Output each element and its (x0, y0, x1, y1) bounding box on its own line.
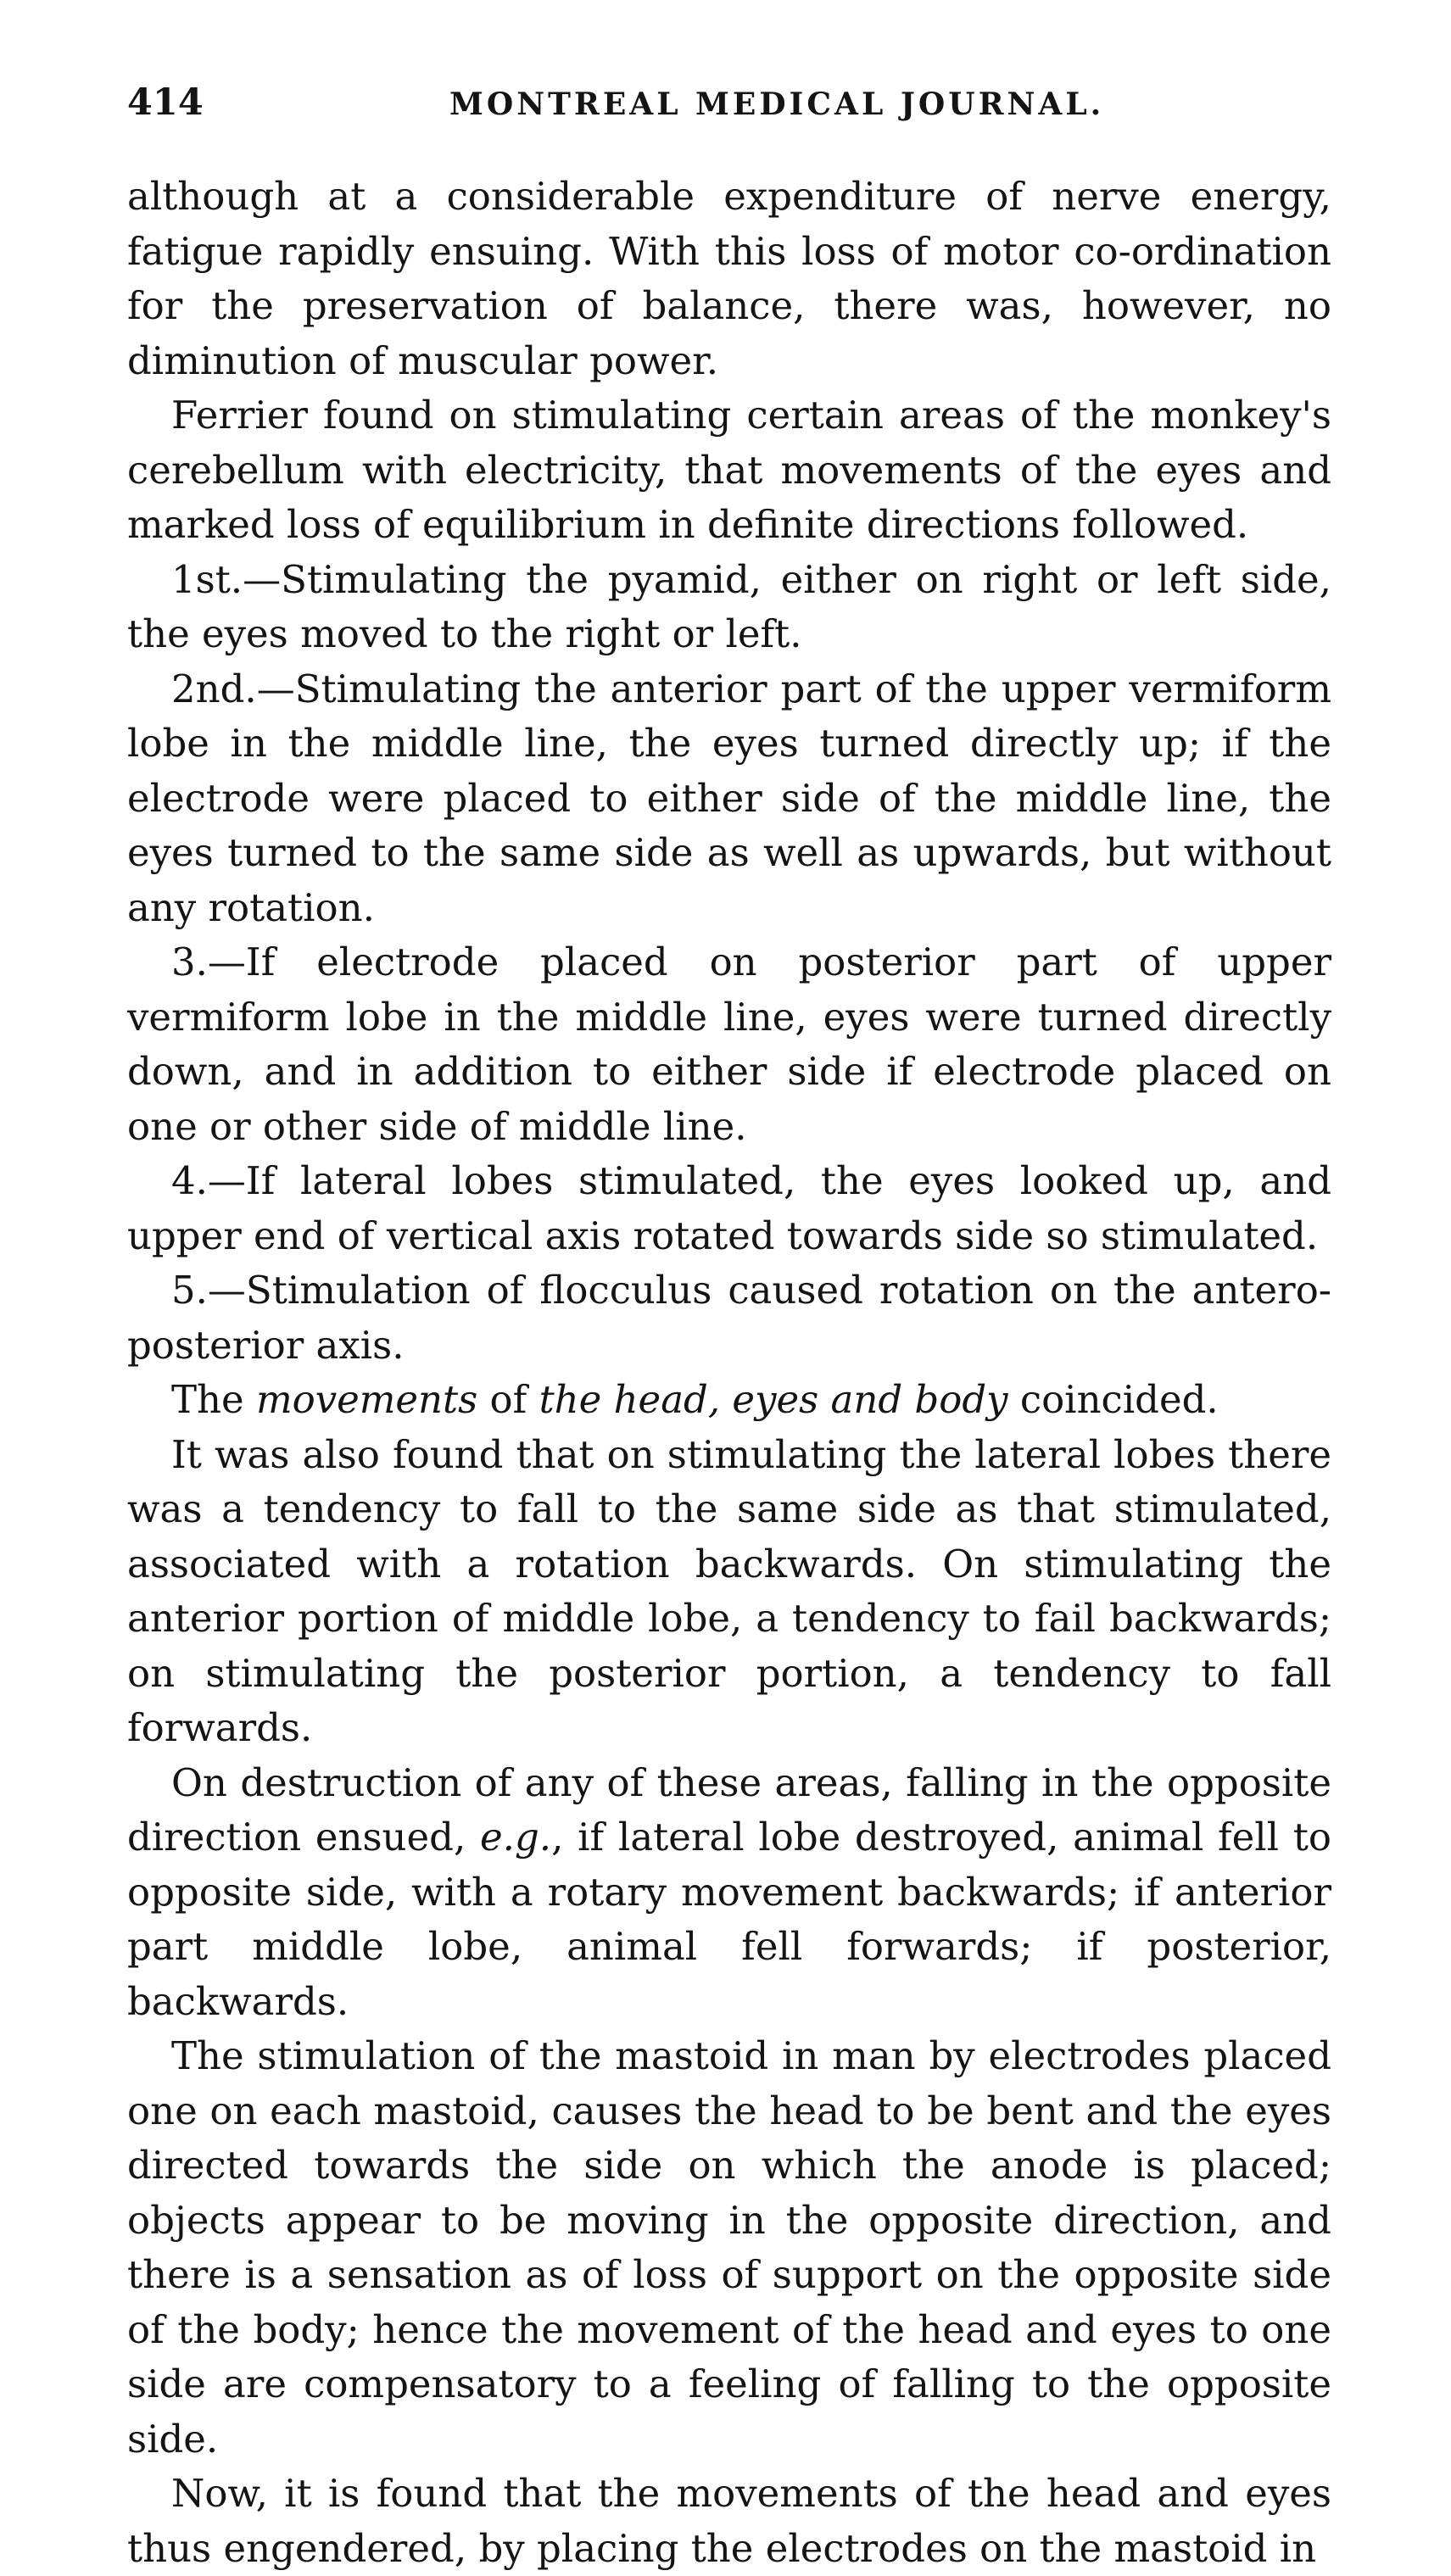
paragraph-movements (127, 1373, 1331, 1428)
running-head: MONTREAL MEDICAL JOURNAL. (449, 86, 1105, 122)
paragraph-now: Now, it is found that the movements of the head and eyes thus engendered, by placing the electrodes on the mastoid in (127, 2471, 1331, 2571)
page-header (127, 81, 1331, 132)
paragraph-first-stimulation: 1st.—Stimulating the pyamid, either on right or left side, the eyes moved to the right or left. (127, 556, 1331, 656)
paragraph-lateral-lobes: It was also found that on stimulating the lateral lobes there was a tendency to fall to the same side as that stimulated, associated with a rotation backwards. On stimulating the anterior portion of middle lobe, a tendency to fail backwards; on stimulating the posterior portion, a tendency to fall forwards. (127, 1431, 1331, 1750)
movements-italic-parts: the head, eyes and body (539, 1377, 1008, 1422)
paragraph-fifth-stimulation: 5.—Stimulation of flocculus caused rotation on the antero-posterior axis. (127, 1268, 1331, 1368)
movements-italic-term: movements (255, 1377, 478, 1422)
destruction-tail: , if lateral lobe destroyed, animal fell to opposite side, with a rotary movement backwards; if anterior part middle lobe, animal fell forwards; if posterior, backwards. (127, 1815, 1331, 2024)
body-text (127, 170, 1331, 2576)
destruction-lead: On destruction of any of these areas, falling in the opposite direction ensued, (127, 1759, 1331, 1860)
paragraph-third-stimulation: 3.—If electrode placed on posterior part of upper vermiform lobe in the middle line, eyes were turned directly down, and in addition to either side if electrode placed on one or other side of middle line. (127, 940, 1331, 1149)
movements-tail: coincided. (1007, 1377, 1219, 1422)
paragraph-continuation: although at a considerable expenditure of nerve energy, fatigue rapidly ensuing. With this loss of motor co-ordination for the preservation of balance, there was, however, no diminution of muscular power. (127, 174, 1331, 383)
paragraph-destruction (127, 1756, 1331, 2030)
page-number: 414 (127, 81, 204, 124)
paragraph-second-stimulation: 2nd.—Stimulating the anterior part of the upper vermiform lobe in the middle line, the eyes turned directly up; if the electrode were placed to either side of the middle line, the eyes turned to the same side as well as upwards, but without any rotation. (127, 666, 1331, 930)
movements-lead: The (171, 1377, 256, 1422)
movements-mid: of (477, 1377, 539, 1422)
destruction-italic-eg: e.g. (480, 1815, 552, 1860)
paragraph-ferrier: Ferrier found on stimulating certain areas of the monkey's cerebellum with electricity, that movements of the eyes and marked loss of equilibrium in definite directions followed. (127, 393, 1331, 547)
paragraph-mastoid: The stimulation of the mastoid in man by electrodes placed one on each mastoid, causes the head to be bent and the eyes directed towards the side on which the anode is placed; objects appear to be moving in the opposite direction, and there is a sensation as of loss of support on the opposite side of the body; hence the movement of the head and eyes to one side are compensatory to a feeling of falling to the opposite side. (127, 2033, 1331, 2462)
paragraph-fourth-stimulation: 4.—If lateral lobes stimulated, the eyes looked up, and upper end of vertical axis rotated towards side so stimulated. (127, 1158, 1331, 1258)
